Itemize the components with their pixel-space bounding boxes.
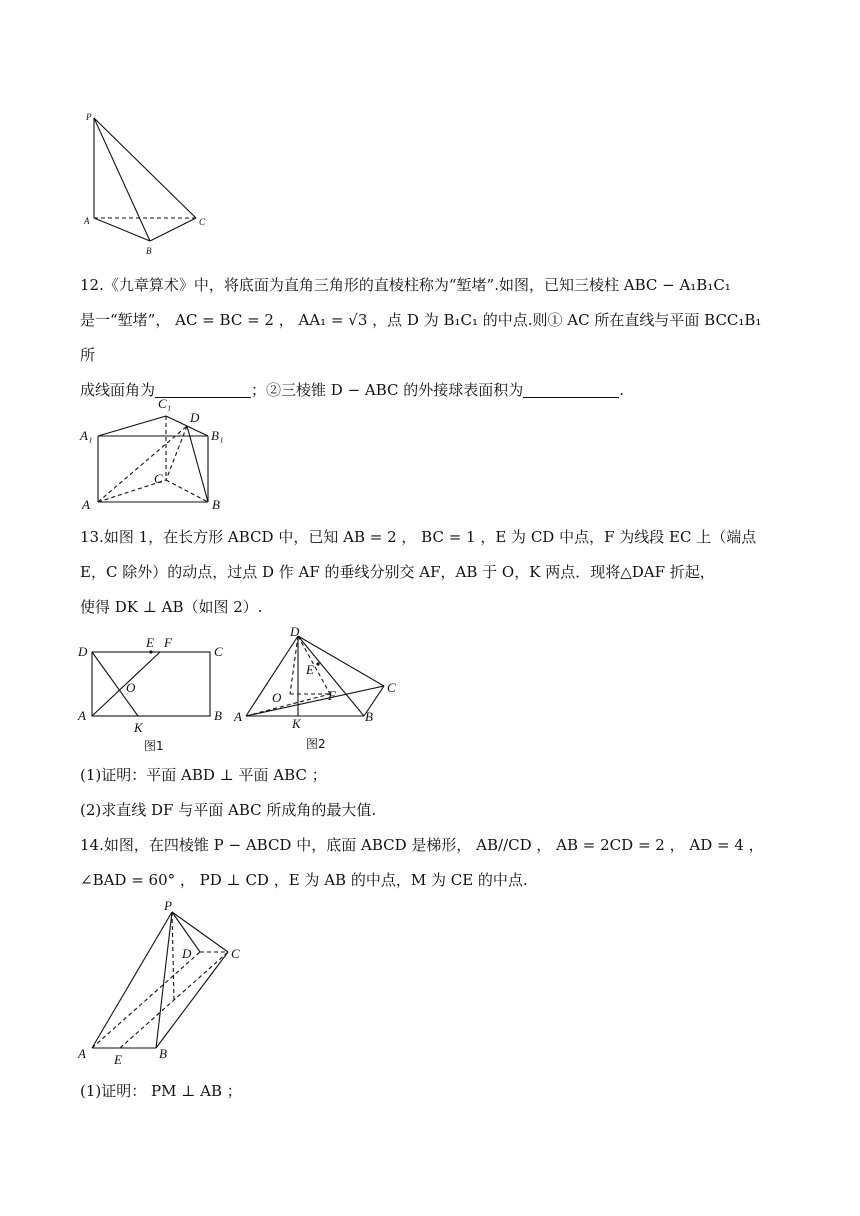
- label-b: B: [159, 1046, 167, 1061]
- label-d: D: [190, 410, 200, 425]
- label-a: A: [78, 708, 86, 723]
- label-c: C: [214, 644, 223, 659]
- q13-part1: (1)证明：平面 ABD ⊥ 平面 ABC ；: [80, 766, 327, 784]
- question-14: [80, 828, 780, 898]
- question-12: [80, 268, 780, 408]
- label-a1: A₁: [80, 428, 93, 443]
- label-e: E: [146, 635, 154, 650]
- label-f: F: [328, 688, 336, 703]
- answer-blank-2[interactable]: [523, 381, 619, 398]
- label-c: C: [154, 471, 163, 486]
- label-b1: B₁: [211, 428, 224, 443]
- label-b: B: [212, 497, 220, 512]
- q13-part2: (2)求直线 DF 与平面 ABC 所成角的最大值.: [80, 801, 377, 819]
- label-a: A: [84, 216, 90, 226]
- label-o: O: [272, 690, 282, 705]
- label-c: C: [231, 946, 240, 961]
- label-b: B: [146, 246, 152, 256]
- label-c: C: [199, 217, 206, 227]
- q14-line2: ∠BAD = 60° ， PD ⊥ CD ，E 为 AB 的中点，M 为 CE 的中点.: [80, 871, 528, 889]
- label-a: A: [82, 497, 90, 512]
- figure-13-1: [76, 634, 236, 756]
- label-d: D: [78, 644, 88, 659]
- q12-line1: 12.《九章算术》中，将底面为直角三角形的直棱柱称为“堑堵”.如图，已知三棱柱 ABC − A₁B₁C₁: [80, 276, 731, 294]
- q12-line3: 成线面角为 ；②三棱锥 D − ABC 的外接球表面积为 .: [80, 381, 625, 399]
- label-e: E: [306, 662, 314, 677]
- figure-prism-qiandu: [78, 392, 238, 518]
- q14-line1: 14.如图，在四棱锥 P − ABCD 中，底面 ABCD 是梯形， AB//CD ， AB = 2CD = 2 ， AD = 4 ，: [80, 836, 764, 854]
- question-13-parts: [80, 758, 780, 828]
- question-13: [80, 520, 780, 625]
- label-a: A: [234, 709, 242, 724]
- figure-13-2: [232, 624, 408, 756]
- label-p: P: [164, 898, 172, 913]
- label-c1: C₁: [158, 396, 172, 411]
- fig1-caption: 图1: [144, 739, 164, 753]
- label-b: B: [214, 708, 222, 723]
- label-f: F: [164, 635, 172, 650]
- q13-line1: 13.如图 1，在长方形 ABCD 中，已知 AB = 2 ， BC = 1 ，E 为 CD 中点，F 为线段 EC 上（端点: [80, 528, 757, 546]
- label-c: C: [387, 680, 396, 695]
- question-14-parts: [80, 1074, 780, 1109]
- label-e: E: [114, 1052, 122, 1066]
- label-b: B: [365, 709, 373, 724]
- label-p: P: [86, 112, 92, 122]
- label-k: K: [134, 720, 143, 735]
- q12-line2: 是一“堑堵”， AC = BC = 2 ， AA₁ = √3 ，点 D 为 B₁C₁ 的中点.则① AC 所在直线与平面 BCC₁B₁ 所: [80, 311, 762, 364]
- label-k: K: [292, 716, 301, 731]
- fig2-caption: 图2: [306, 737, 326, 751]
- q14-part1: (1)证明： PM ⊥ AB ；: [80, 1082, 242, 1100]
- label-d: D: [182, 946, 192, 961]
- label-d: D: [290, 624, 300, 639]
- q13-line3: 使得 DK ⊥ AB（如图 2）.: [80, 598, 263, 616]
- label-o: O: [126, 680, 136, 695]
- figure-tetrahedron-pabc: [80, 108, 220, 258]
- label-a: A: [78, 1046, 86, 1061]
- q13-line2: E，C 除外）的动点，过点 D 作 AF 的垂线分别交 AF，AB 于 O，K 两点．现将△DAF 折起，: [80, 563, 715, 581]
- figure-pyramid-pabcd: [76, 896, 256, 1066]
